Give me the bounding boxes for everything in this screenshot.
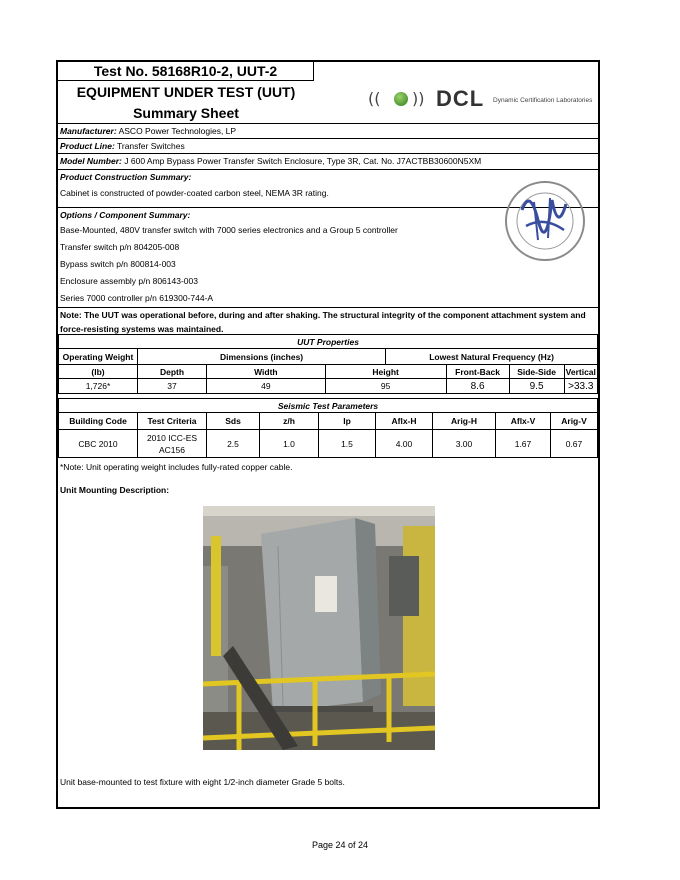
uut-properties-heading: UUT Properties — [59, 335, 598, 349]
seismic-heading: Seismic Test Parameters — [59, 399, 598, 413]
side-side-value: 9.5 — [509, 379, 564, 394]
engineer-seal-stamp — [504, 180, 586, 262]
option-item: Transfer switch p/n 804205-008 — [60, 242, 180, 252]
height-value: 95 — [325, 379, 446, 394]
operating-weight-label: Operating Weight — [59, 349, 138, 365]
width-value: 49 — [207, 379, 326, 394]
seismic-value-cell: 1.67 — [496, 430, 551, 458]
seismic-header-cell: Building Code — [59, 413, 138, 430]
seismic-value-cell: 2010 ICC-ES AC156 — [138, 430, 207, 458]
product-line-row — [58, 138, 598, 153]
page-title: EQUIPMENT UNDER TEST (UUT) — [76, 84, 296, 100]
depth-label: Depth — [138, 365, 207, 379]
manufacturer-label: Manufacturer: — [60, 126, 117, 136]
options-label: Options / Component Summary: — [60, 210, 191, 220]
seismic-value-cell: CBC 2010 — [59, 430, 138, 458]
front-back-label: Front-Back — [446, 365, 509, 379]
weight-value: 1,726* — [59, 379, 138, 394]
seismic-parameters-table — [58, 398, 598, 458]
option-item: Enclosure assembly p/n 806143-003 — [60, 276, 198, 286]
uut-properties-table — [58, 334, 598, 394]
option-item: Bypass switch p/n 800814-003 — [60, 259, 176, 269]
product-line-value: Transfer Switches — [117, 141, 185, 151]
seismic-value-cell: 0.67 — [551, 430, 598, 458]
seismic-header-cell: Arig-V — [551, 413, 598, 430]
seismic-header-cell: Ip — [319, 413, 376, 430]
height-label: Height — [325, 365, 446, 379]
mounting-label: Unit Mounting Description: — [60, 485, 170, 495]
seismic-value-cell: 3.00 — [433, 430, 496, 458]
width-label: Width — [207, 365, 326, 379]
signal-left-icon: (( — [368, 89, 381, 108]
front-back-value: 8.6 — [446, 379, 509, 394]
seismic-value-cell: 4.00 — [376, 430, 433, 458]
option-item: Base-Mounted, 480V transfer switch with 7000 series electronics and a Group 5 controller — [60, 225, 398, 235]
model-row — [58, 153, 598, 169]
summary-sheet — [56, 60, 600, 809]
seismic-header-cell: Sds — [207, 413, 260, 430]
weight-unit: (lb) — [59, 365, 138, 379]
page-subtitle: Summary Sheet — [133, 105, 239, 121]
operational-note: Note: The UUT was operational before, during and after shaking. The structural integrity of the component attachment system and force-resisting systems was maintained. — [60, 310, 586, 334]
seismic-value-cell: 1.5 — [319, 430, 376, 458]
uut-photo-image — [203, 506, 435, 750]
logo-subtext: Dynamic Certification Laboratories — [493, 97, 593, 104]
seismic-header-cell: Aflx-V — [496, 413, 551, 430]
construction-value: Cabinet is constructed of powder-coated carbon steel, NEMA 3R rating. — [60, 188, 329, 198]
page-number: Page 24 of 24 — [311, 840, 369, 850]
green-ball-icon — [394, 92, 408, 106]
test-number: Test No. 58168R10-2, UUT-2 — [58, 62, 314, 81]
vertical-value: >33.3 — [564, 379, 597, 394]
seismic-header-cell: Test Criteria — [138, 413, 207, 430]
manufacturer-value: ASCO Power Technologies, LP — [118, 126, 237, 136]
uut-photo — [203, 506, 435, 750]
weight-footnote: *Note: Unit operating weight includes fully-rated copper cable. — [60, 462, 293, 472]
dimensions-label: Dimensions (inches) — [138, 349, 386, 365]
frequency-label: Lowest Natural Frequency (Hz) — [386, 349, 598, 365]
product-line-label: Product Line: — [60, 141, 115, 151]
construction-label: Product Construction Summary: — [60, 172, 192, 182]
vertical-label: Vertical — [565, 366, 596, 377]
model-value: J 600 Amp Bypass Power Transfer Switch Enclosure, Type 3R, Cat. No. J7ACTBB30600N5XM — [124, 156, 482, 166]
depth-value: 37 — [138, 379, 207, 394]
option-item: Series 7000 controller p/n 619300-744-A — [60, 293, 214, 303]
logo-text: DCL — [436, 86, 485, 111]
signal-right-icon: )) — [412, 89, 425, 108]
seismic-value-cell: 1.0 — [260, 430, 319, 458]
seismic-value-cell: 2.5 — [207, 430, 260, 458]
seismic-header-cell: Aflx-H — [376, 413, 433, 430]
seismic-header-cell: Arig-H — [433, 413, 496, 430]
dcl-logo — [368, 86, 598, 116]
model-label: Model Number: — [60, 156, 122, 166]
note-row — [58, 307, 598, 335]
side-side-label: Side-Side — [509, 365, 564, 379]
manufacturer-row — [58, 123, 598, 138]
mounting-description: Unit base-mounted to test fixture with eight 1/2-inch diameter Grade 5 bolts. — [60, 777, 345, 787]
seismic-header-cell: z/h — [260, 413, 319, 430]
